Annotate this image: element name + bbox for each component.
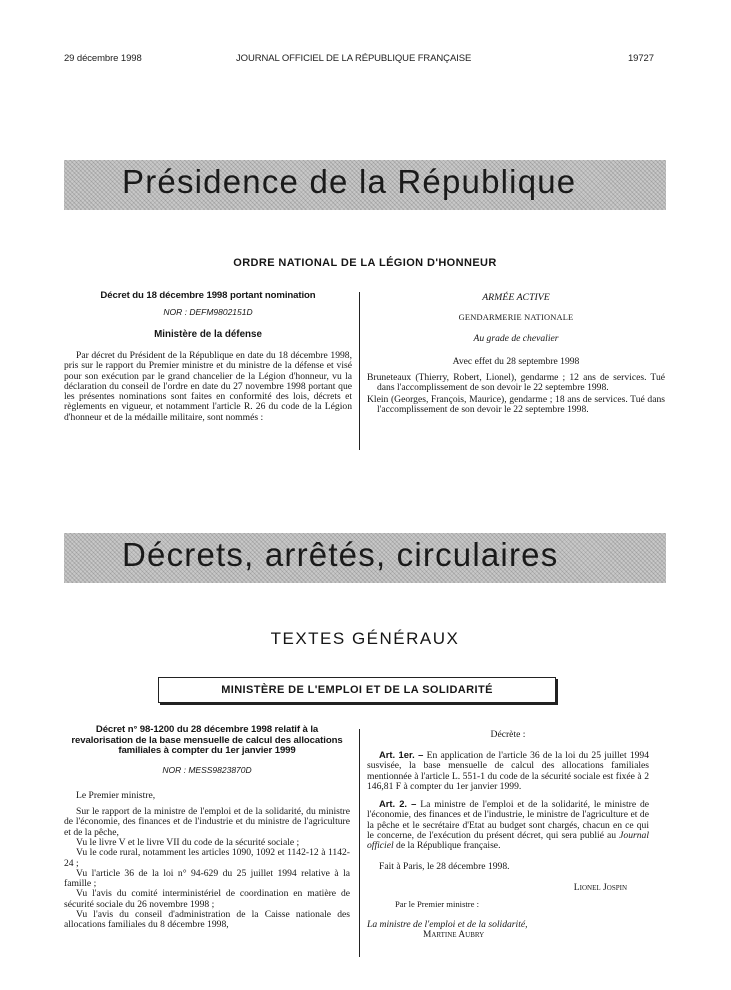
banner-presidence-title: Présidence de la République [122,163,577,200]
visa-paragraph: Sur le rapport de la ministre de l'emploi et de la solidarité, du ministre de l'économie, des finances et de l'industrie et du ministre de l'agriculture et de la pêche, [64,806,350,838]
visa-paragraph: Vu le livre V et le livre VII du code de la sécurité sociale ; [76,836,300,848]
decree-title-nomination: Décret du 18 décembre 1998 portant nomination [100,290,316,301]
visa-paragraph: Vu le code rural, notamment les articles 1090, 1092 et 1142-12 à 1142-24 ; [64,847,350,869]
visa-paragraph: Vu l'avis du comité interministériel de coordination en matière de sécurité sociale du 26 novembre 1998 ; [64,888,350,910]
army-heading: ARMÉE ACTIVE [482,292,550,303]
column-divider [359,292,360,450]
banner-decrets-title: Décrets, arrêtés, circulaires [122,536,559,573]
header-date: 29 décembre 1998 [64,53,142,64]
entries-list [367,373,665,415]
decree-title-allocations: Décret n° 98-1200 du 28 décembre 1998 relatif à la revalorisation de la base mensuelle de calcul des allocations familiales à compter du 1er janvier 1999 [71,724,343,757]
nomination-body: Par décret du Président de la République en date du 18 décembre 1998, pris sur le rapport du Premier ministre et du ministre de la défense et visé pour son exécution par le grand chancelier de la Légion d'honneur, vu la déclaration du conseil de l'ordre en date du 27 novembre 1998 portant que les présentes nominations sont faites en conformité des lois, décrets et règlements en vigueur, et notamment l'article R. 26 du code de la Légion d'honneur et de la médaille militaire, sont nommés : [64,350,352,423]
banner-presidence [64,160,666,210]
nor-label: NOR : DEFM9802151D [163,307,253,317]
effect-date: Avec effet du 28 septembre 1998 [452,356,580,367]
visa-paragraph: Vu l'article 36 de la loi n° 94-629 du 25 juillet 1994 relative à la famille ; [64,867,350,890]
article-1-label: Art. 1er. – [379,749,424,760]
textes-generaux-heading: TEXTES GÉNÉRAUX [270,629,460,648]
by-prime-minister: Par le Premier ministre : [395,898,480,909]
list-item: Bruneteaux (Thierry, Robert, Lionel), gendarme ; 12 ans de services. Tué dans l'accomplissement de son devoir le 22 septembre 1998. [367,372,665,394]
ministry-defense: Ministère de la défense [154,329,262,340]
section1-right-column [367,292,665,416]
banner-decrets [64,533,666,583]
minister-aubry: Martine Aubry [423,929,485,940]
journal-officiel-ref: Journal officiel [367,830,649,852]
article-2-label: Art. 2. – [379,798,417,810]
article-1-text: En application de l'article 36 de la loi du 25 juillet 1994 susvisée, la base mensuelle de calcul des allocations familiales mentionnée à l'article L. 551-1 du code de la sécurité sociale est fixée à 2 146,81 F à compter du 1er janvier 1999. [367,750,650,792]
nor-label-2: NOR : MESS9823870D [162,764,252,775]
grade-heading: Au grade de chevalier [473,333,559,344]
ministry-box: MINISTÈRE DE L'EMPLOI ET DE LA SOLIDARITÉ [158,677,556,703]
section2-right-column [367,729,649,940]
article-2 [367,799,649,851]
section2-left-column [64,725,350,931]
decrete-line: Décrète : [490,729,526,740]
header-journal: JOURNAL OFFICIEL DE LA RÉPUBLIQUE FRANÇAISE [236,53,472,64]
article-1 [367,750,649,792]
unit-heading: GENDARMERIE NATIONALE [458,313,574,322]
header-page-number: 19727 [628,53,654,64]
order-heading: ORDRE NATIONAL DE LA LÉGION D'HONNEUR [233,257,497,269]
list-item: Klein (Georges, François, Maurice), gendarme ; 18 ans de services. Tué dans l'accomplissement de son devoir le 22 septembre 1998. [367,393,665,415]
section1-left-column [64,290,352,423]
visa-paragraph: Vu l'avis du conseil d'administration de la Caisse nationale des allocations familiales du 8 décembre 1998, [64,909,350,931]
done-at-paris: Fait à Paris, le 28 décembre 1998. [379,860,510,872]
premier-ministre-line: Le Premier ministre, [76,789,156,801]
article-2-text: La ministre de l'emploi et de la solidarité, le ministre de l'économie, des finances et de l'industrie, le ministre de l'agriculture et de la pêche et le secrétaire d'Etat au budget sont chargés, chacun en ce qui le concerne, de l'exécution du présent décret, qui sera publié au [367,799,650,842]
minister-role: La ministre de l'emploi et de la solidarité, [367,918,528,930]
signatory-jospin: Lionel Jospin [573,881,627,893]
column-divider-2 [359,729,360,957]
article-2-text-end: de la République française. [396,840,501,852]
